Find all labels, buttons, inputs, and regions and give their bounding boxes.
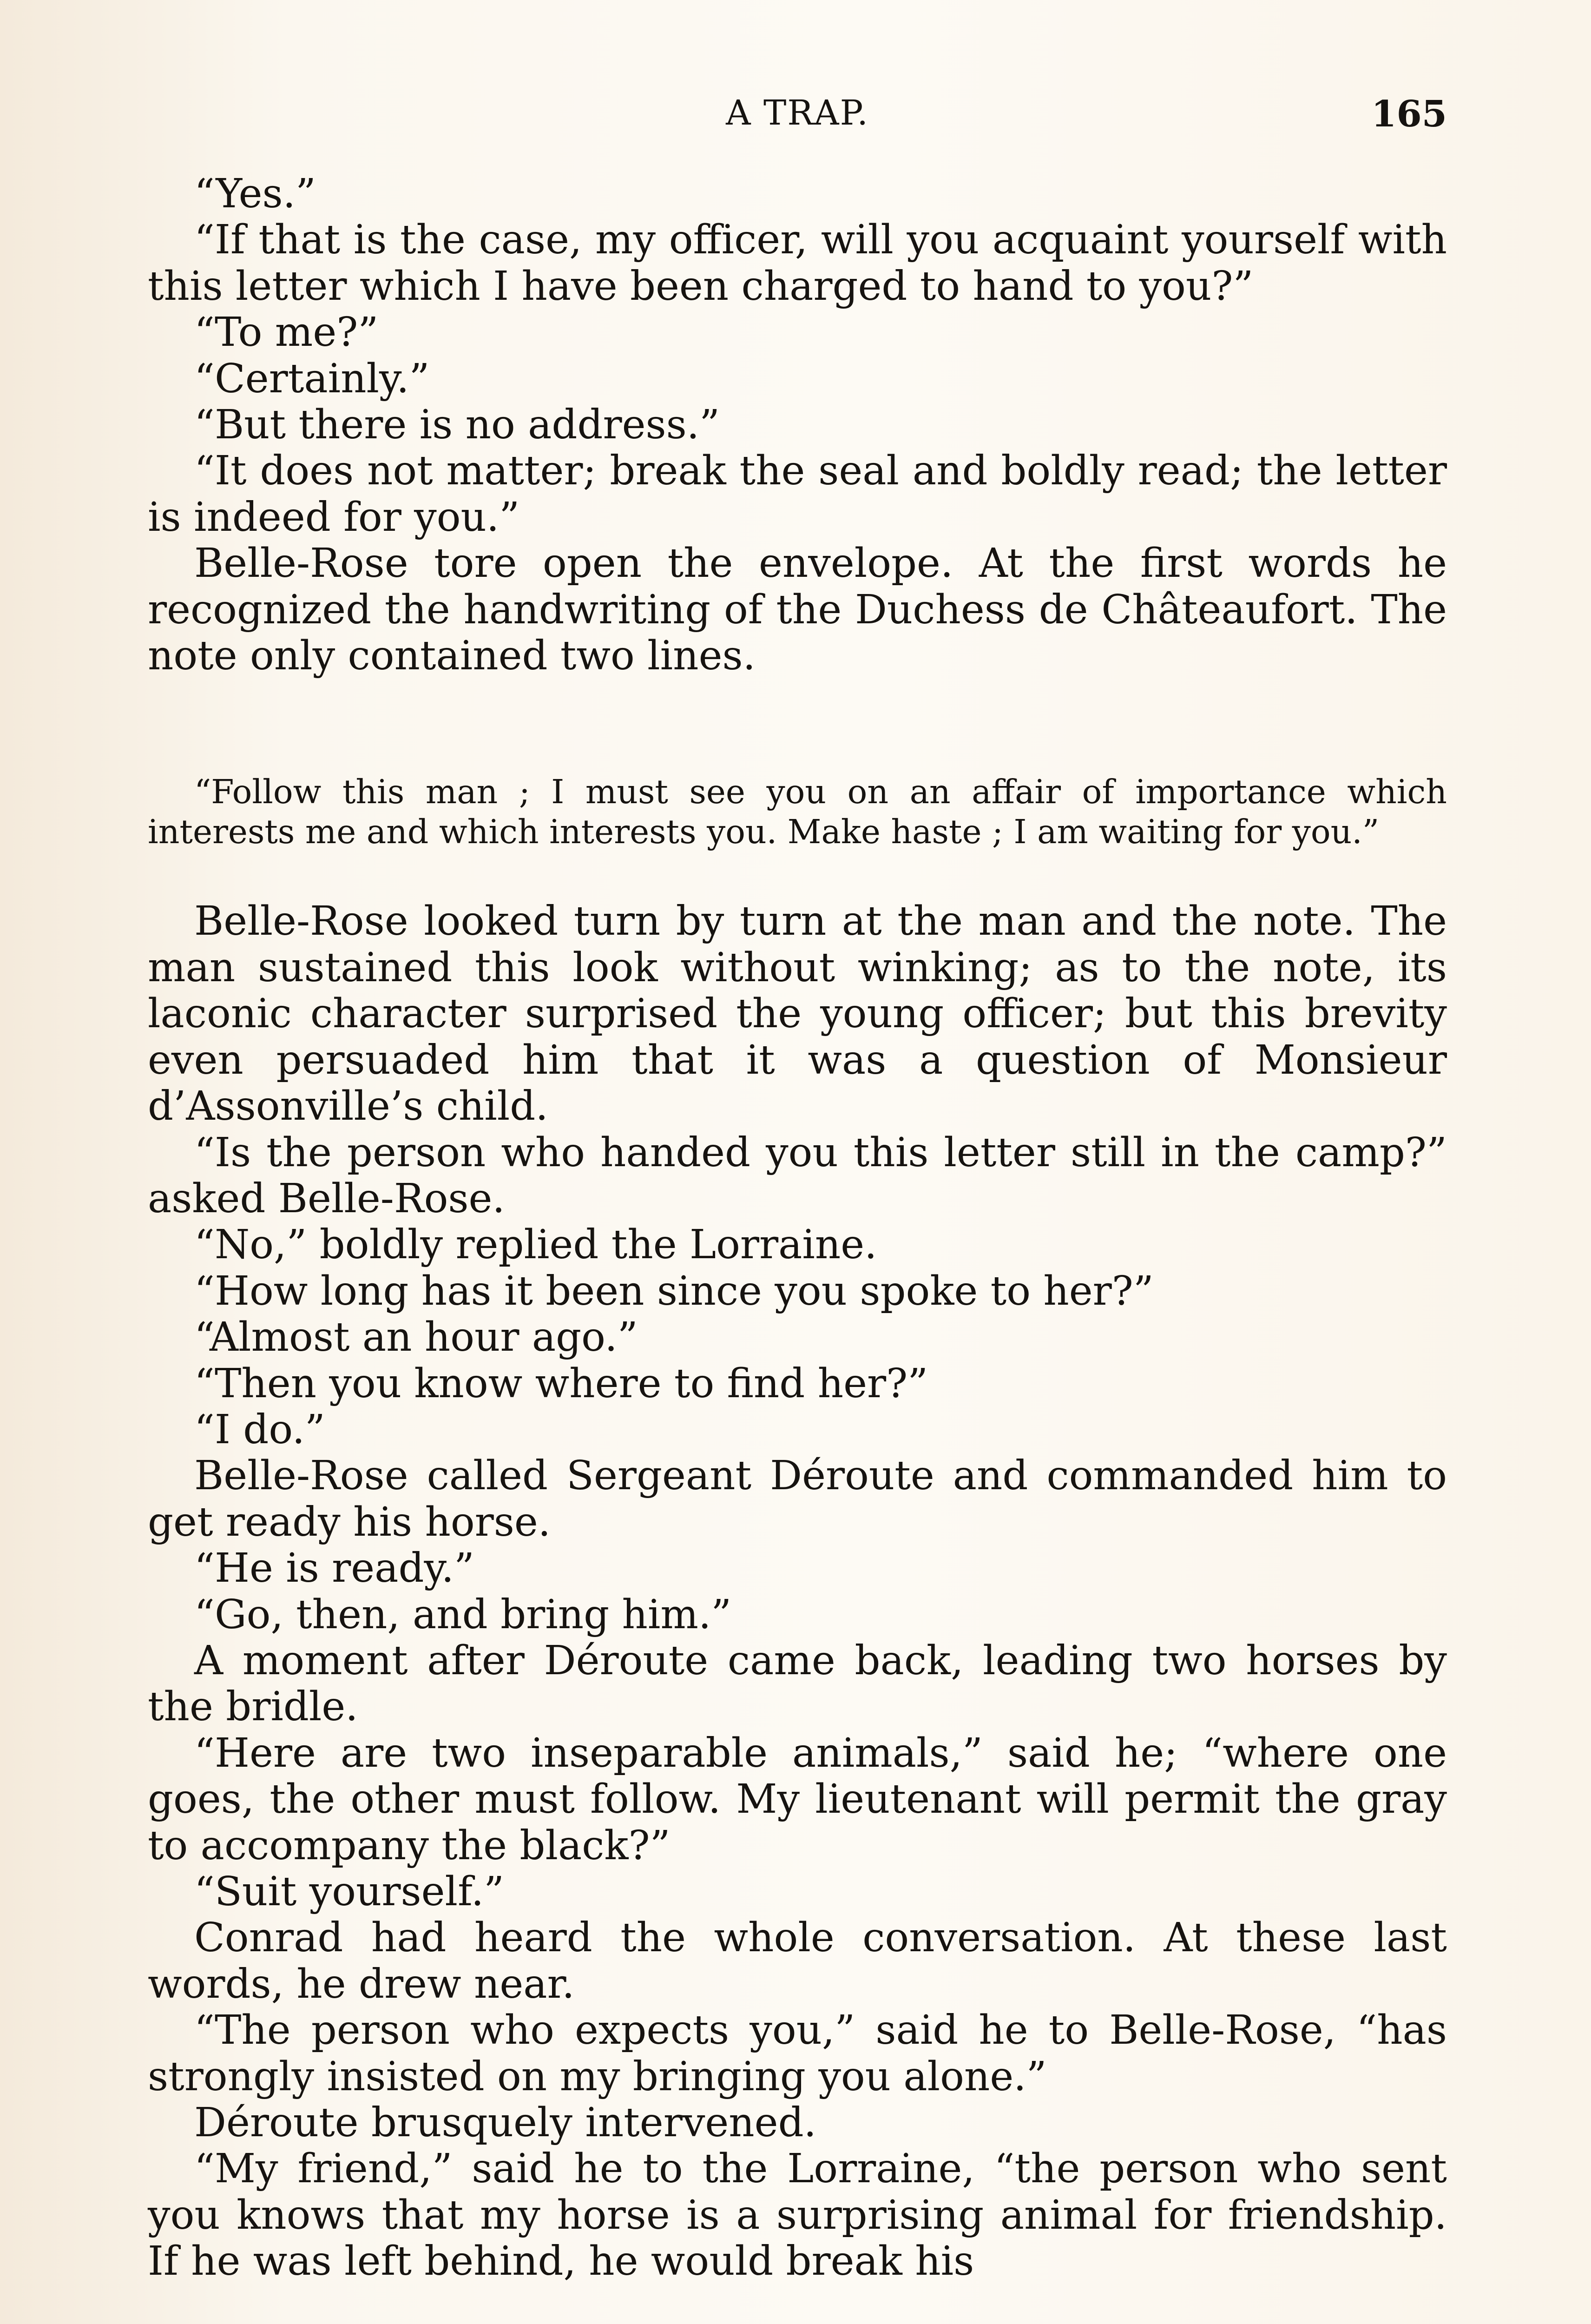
- paragraph: Belle-Rose looked turn by turn at the man and the note. The man sustained this look without winking; as to the note, its laconic character surprised the young officer; but this brevity even persuaded him that it was a question of Monsieur d’Assonville’s child.: [148, 898, 1447, 1130]
- paragraph: “Here are two inseparable animals,” said he; “where one goes, the other must follow. My lieutenant will permit the gray to accompany the black?”: [148, 1730, 1447, 1869]
- paragraph: “It does not matter; break the seal and boldly read; the letter is indeed for you.”: [148, 448, 1447, 541]
- paragraph: “Then you know where to find her?”: [194, 1360, 928, 1407]
- paragraph: “He is ready.”: [194, 1545, 474, 1592]
- paragraph: “The person who expects you,” said he to Belle-Rose, “has strongly insisted on my bringing you alone.”: [148, 2007, 1447, 2100]
- body-text: [148, 171, 1447, 2285]
- paragraph: “To me?”: [194, 309, 379, 356]
- paragraph: “Suit yourself.”: [194, 1868, 505, 1915]
- paragraph: “My friend,” said he to the Lorraine, “the person who sent you knows that my horse is a surprising animal for friendship. If he was left behind, he would break his: [148, 2146, 1447, 2285]
- running-title: A TRAP.: [726, 93, 869, 133]
- paragraph: “But there is no address.”: [194, 402, 720, 449]
- paragraph: Conrad had heard the whole conversation. At these last words, he drew near.: [148, 1915, 1447, 2007]
- quoted-letter: “Follow this man ; I must see you on an affair of importance which interests me and which interests you. Make haste ; I am waiting for you.”: [148, 772, 1447, 852]
- paragraph: Belle-Rose tore open the envelope. At the first words he recognized the handwriting of the Duchess de Châteaufort. The note only contained two lines.: [148, 540, 1447, 680]
- paragraph: “Certainly.”: [194, 355, 430, 402]
- paragraph: “Go, then, and bring him.”: [194, 1591, 732, 1638]
- paragraph: “I do.”: [194, 1406, 325, 1453]
- paragraph: Déroute brusquely intervened.: [194, 2100, 816, 2146]
- page-header: [148, 93, 1447, 144]
- paragraph: “Is the person who handed you this letter still in the camp?” asked Belle-Rose.: [148, 1129, 1447, 1222]
- paragraph: “If that is the case, my officer, will you acquaint yourself with this letter which I have been charged to hand to you?”: [148, 217, 1447, 310]
- paragraph: “No,” boldly replied the Lorraine.: [194, 1221, 877, 1268]
- paragraph: Belle-Rose called Sergeant Déroute and commanded him to get ready his horse.: [148, 1452, 1447, 1545]
- paragraph: “How long has it been since you spoke to her?”: [194, 1268, 1154, 1314]
- page-number: 165: [1371, 93, 1447, 135]
- paragraph: A moment after Déroute came back, leading two horses by the bridle.: [148, 1637, 1447, 1730]
- paragraph: “Almost an hour ago.”: [194, 1314, 638, 1361]
- paragraph: “Yes.”: [194, 171, 316, 217]
